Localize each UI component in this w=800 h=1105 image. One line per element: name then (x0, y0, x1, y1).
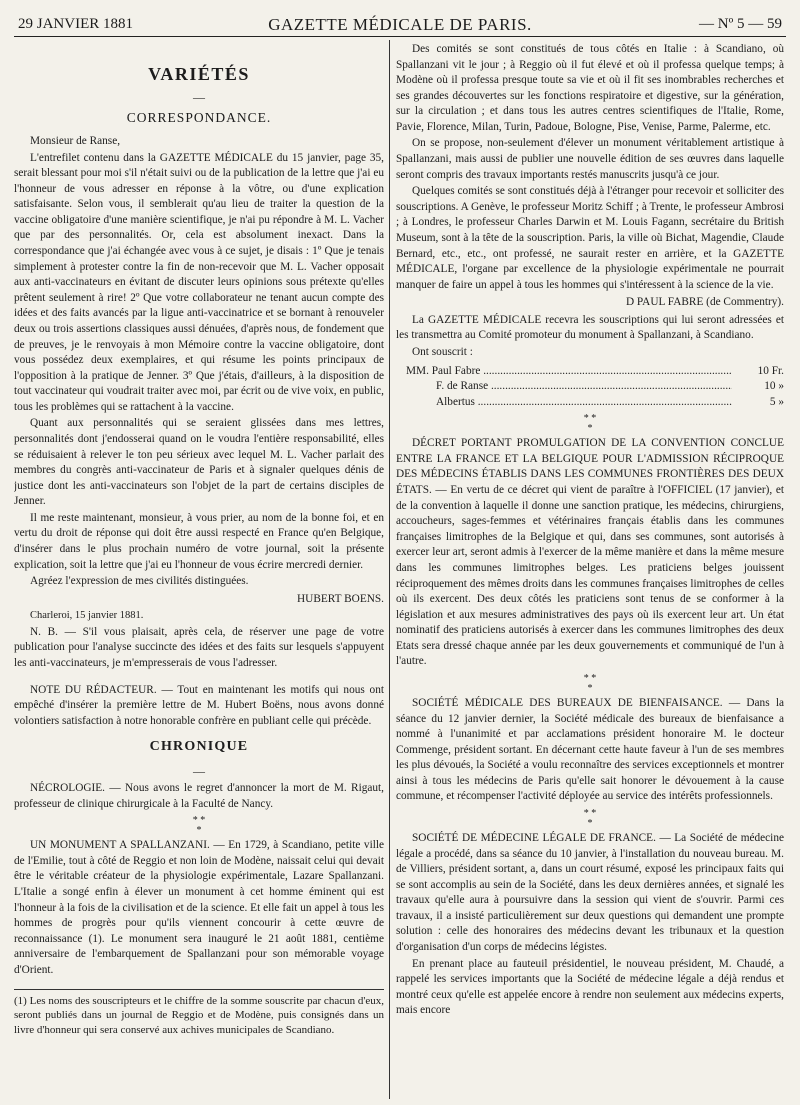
proposal-paragraph: On se propose, non-seulement d'élever un monument véritablement artistique à Spallanzani, mais aussi de publier une nouvelle édition de ses œuvres dans laquelle seront compris des travaux importants restés manuscrits jusqu'à ce jour. (396, 137, 784, 181)
subscriber-amount: 10 Fr. (757, 364, 784, 377)
editor-note: NOTE DU RÉDACTEUR. — Tout en maintenant les motifs qui nous ont empêché d'insérer la première lettre de M. Hubert Boëns, nous avons donné volontiers satisfaction à notre honorable confrère en publiant celle qui précède. (14, 683, 384, 727)
decret-paragraph: DÉCRET PORTANT PROMULGATION DE LA CONVENTION CONCLUE ENTRE LA FRANCE ET LA BELGIQUE POUR L'ADMISSION RÉCIPROQUE DES MÉDECINS ÉTABLIS DANS LES COMMUNES FRONTIÈRES DES DEUX ÉTATS. — En vertu de ce décret qui vient de paraître à l'OFFICIEL (17 janvier), et de la convention à laquelle il donne une sanction pratique, les médecins, chirurgiens, accoucheurs, sages-femmes et vétérinaires français établis dans les communes françaises limitrophes de la Belgique et qui, dans ses communes, sont autorisés à exercer leur art, seront admis à l'exercer de la même manière et dans la même mesure dans les communes limitrophes belges. Les praticiens belges jouissent réciproquement des mêmes droits dans les communes françaises limitrophes de celles où ils exercent. Des deux côtés les praticiens sont tenus de se conformer à la législation et aux mesures administratives des pays où ils exercent leur art. Un état nominatif des praticiens autorisés à exercer dans les communes limitrophes des deux Etats sera dressé chaque année par les deux gouvernements et communiqué de l'un à l'autre. (396, 437, 784, 668)
letter-paragraph-4: Agréez l'expression de mes civilités distinguées. (30, 575, 249, 588)
foreign-committees-paragraph: Quelques comités se sont constitués déjà à l'étranger pour recevoir et solliciter des souscriptions. A Genève, le professeur Moritz Schiff ; à Trente, le professeur Ambrosi ; à Londres, le professeur Charles Darwin et M. Louis Fagann, secrétaire du British Museum, sont à la tête de la souscription. Paris, la ville où Bichat, Magendie, Claude Bernard, etc., etc., ont professé, ne saurait rester en arrière, et la GAZETTE MÉDICALE, l'organe par excellence de la physiologie expérimentale ne pourrait manquer de faire un appel à tous les hommes qui s'intéressent à la science de la vie. (396, 185, 784, 291)
subscriber-row (406, 364, 784, 380)
column-rule (389, 40, 390, 1099)
section-title: VARIÉTÉS (148, 64, 250, 84)
subscriber-amount: 10 » (764, 380, 784, 393)
subscriber-row (406, 395, 784, 411)
asterism-4: * * * (583, 808, 597, 830)
chaude-paragraph: En prenant place au fauteuil présidentiel, le nouveau président, M. Chaudé, a rappelé les services importants que la Société de médecine légale a déjà rendus et montré ceux qu'elle est appelée encore à rendre non seulement aux médecins experts, mais encore (396, 957, 784, 1017)
monument-paragraph: UN MONUMENT A SPALLANZANI. — En 1729, à Scandiano, petite ville de l'Emilie, tout à côté de Reggio et non loin de Modène, naissait celui qui devait être le véritable créateur de la physiologie expérimentale, Lazare Spallanzani. L'Italie a songé enfin à élever un monument à cet homme éminent qui est l'honneur à la fois de la civilisation et de la science. Et elle fait un appel à tous les hommes de progrès pour qu'ils viennent concourir à cette œuvre de reconnaissance (1). Le monument sera inauguré le 21 août 1881, centième anniversaire de l'embarquement de Spallanzani pour son mémorable voyage d'Orient. (14, 839, 384, 976)
page-number: — Nº 5 — 59 (699, 16, 782, 32)
subscriber-name: F. de Ranse ..... (406, 379, 732, 395)
fabre-signature: D PAUL FABRE (de Commentry). (625, 296, 784, 309)
chronique-title: CHRONIQUE (149, 739, 249, 755)
letter-place-date: Charleroi, 15 janvier 1881. (30, 610, 144, 622)
chronique-dash: — (193, 763, 205, 778)
subsection-title: CORRESPONDANCE. (126, 110, 272, 126)
subscriptions-paragraph: La GAZETTE MÉDICALE recevra les souscriptions qui lui seront adressées et les transmettra au Comité promoteur du monument à Spallanzani, à Scandiano. (396, 313, 784, 342)
letter-paragraph-2: Quant aux personnalités qui se seraient glissées dans mes lettres, personnalités dont j'endosserai quand on le voudra l'entière responsabilité, elles se réduisaient à relever le ton peu sérieux avec lequel M. L. Vacher parlait des membres du congrès anti-vaccinateur de Paris et à signaler quelques dénis de justice dont les anti-vaccinateurs son l'objet de la part de certains disciples de Jenner. (14, 417, 384, 508)
subscriber-row (406, 379, 784, 395)
necrologie-paragraph: NÉCROLOGIE. — Nous avons le regret d'annoncer la mort de M. Rigaut, professeur de clinique chirurgicale à la Faculté de Nancy. (14, 782, 384, 810)
committees-paragraph: Des comités se sont constitués de tous côtés en Italie : à Scandiano, où Spallanzani vit le jour ; à Reggio où il fut élevé et où il professa quelque temps; à Modène où il professa presque toute sa vie et où il fit ses inombrables recherches et ses grandes découvertes sur les fonctions respiratoire et digestive, sur la génération, sur la circulation ; et dans tous les autres centres scientifiques de l'Italie, Rome, Pavie, Florence, Milan, Turin, Padoue, Bologne, Pise, Venise, Parme, Palerme, etc. (396, 43, 784, 133)
subscriber-amount: 5 » (769, 395, 784, 408)
section-dash: — (193, 89, 205, 104)
left-column (14, 42, 384, 1099)
salutation: Monsieur de Ranse, (30, 135, 121, 147)
page-header (14, 14, 786, 37)
issue-date: 29 JANVIER 1881 (18, 16, 133, 32)
medecine-legale-paragraph: SOCIÉTÉ DE MÉDECINE LÉGALE DE FRANCE. — La Société de médecine légale a procédé, dans sa séance du 10 janvier, à l'installation du nouveau bureau. M. de Villiers, président sortant, a, dans un court résumé, exposé les principaux faits qui se sont accomplis au sein de la Société, dans les deux dernières années, et signalé les travaux qu'elle aura à poursuivre dans la session qui vient de s'ouvrir. Parmi ces travaux, il a insisté particulièrement sur deux questions qui demandent une prompte solution : celle des honoraires des médecins devant les tribunaux et la question d'organisation d'un corps de médecins légistes. (396, 832, 784, 954)
postscript: N. B. — S'il vous plaisait, après cela, de réserver une page de votre publication pour l'analyse succincte des idées et des faits sur lesquels s'appuyent les anti-vaccinateurs, je m'empresserais de vous l'adresser. (14, 625, 384, 669)
ont-souscrit: Ont souscrit : (412, 345, 473, 358)
letter-signature: HUBERT BOENS. (297, 592, 384, 605)
bureaux-paragraph: SOCIÉTÉ MÉDICALE DES BUREAUX DE BIENFAISANCE. — Dans la séance du 12 janvier dernier, la Société médicale des bureaux de bienfaisance a nommé à l'unanimité et par acclamations président honoraire M. le docteur Commenge, président sortant. En décernant cette haute faveur à l'un de ses membres les plus dévoués, la Société a voulu reconnaître des services exceptionnels et montrer ainsi à tous les médecins de Paris qu'elle sait honorer le dévouement à la cause commune, et récompenser l'activité déployée au service des intérêts professionnels. (396, 696, 784, 803)
asterism-2: * * * (583, 413, 597, 435)
subscriber-name: MM. Paul Fabre ..... (406, 364, 732, 380)
journal-title: GAZETTE MÉDICALE DE PARIS. (268, 15, 532, 34)
right-column (396, 42, 784, 1099)
asterism-1: * * * (192, 815, 206, 837)
asterism-3: * * * (583, 672, 597, 694)
footnote: (1) Les noms des souscripteurs et le chiffre de la somme souscrite par chacun d'eux, seront publiés dans un journal de Reggio et de Modène, puis consignés dans un livre d'honneur qui sera conservé aux achives municipales de Scandiano. (14, 989, 384, 1038)
letter-paragraph-1: L'entrefilet contenu dans la GAZETTE MÉDICALE du 15 janvier, page 35, serait blessant pour moi s'il n'était suivi ou de la publication de la lettre que j'ai eu l'honneur de vous adresser en réponse à la vôtre, ou d'une explication satisfaisante. Selon vous, il semblerait qu'au lieu de traiter la question de la vaccine obligatoire d'une manière scientifique, je n'ai pu répondre à M. L. Vacher que par des personnalités. Or, cela est absolument inexact. Dans la correspondance que j'ai échangée avec vous à ce sujet, je disais : 1º Que je tenais simplement à protester contre la fin de non-recevoir que M. L. Vacher opposait aux anti-vaccinateurs en évitant de discuter leurs opinions sous prétexte qu'elles prêtent seulement à rire! 2º Que votre collaborateur ne tenant aucun compte des idées et des faits avancés par la ligue anti-vaccinatrice et se bornant à renouveler deux ou trois assertions classiques aussi dénuées, d'après nous, de fondement que de preuves, je le renvoyais à mon Mémoire contre la vaccine obligatoire, dont vous possédez deux exemplaires, et qui résume les points principaux de l'opposition à la pratique de Jenner. 3º Que j'étais, d'ailleurs, à la disposition de tout vaccinateur qui voudrait traiter avec moi, par écrit ou de vive voix, en public, tous les problèmes qui se rattachent à la vaccine. (14, 151, 384, 413)
letter-paragraph-3: Il me reste maintenant, monsieur, à vous prier, au nom de la bonne foi, et en vertu du droit de réponse qui doit être aussi respecté en France qu'en Belgique, d'insérer dans le plus prochain numéro de votre journal, soit la présente explication, soit la lettre que j'ai eu l'honneur de vous écrire mercredi dernier. (14, 511, 384, 571)
subscriber-list (406, 364, 784, 411)
subscriber-name: Albertus ..... (406, 395, 732, 411)
